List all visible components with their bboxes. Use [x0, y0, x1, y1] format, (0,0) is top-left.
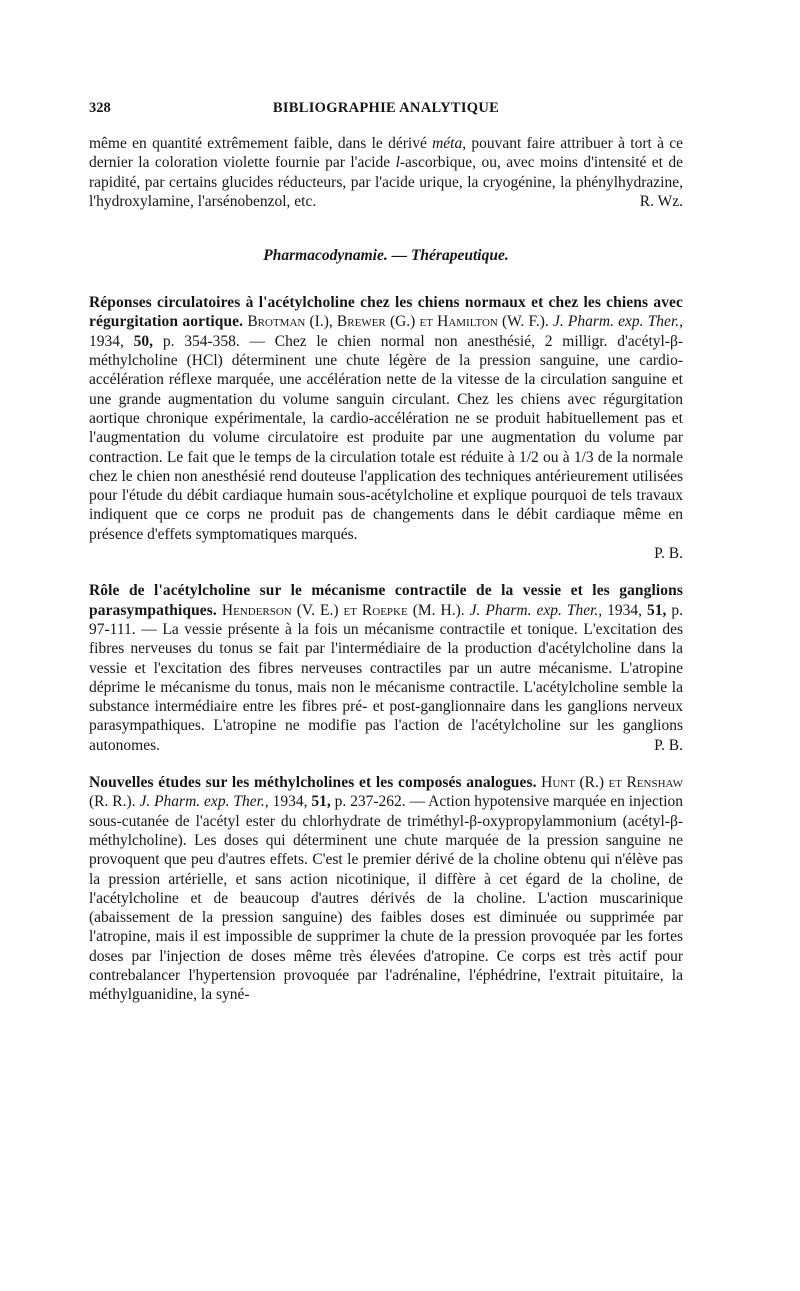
signature: R. Wz. — [639, 192, 683, 210]
entry-authors: Henderson (V. E.) et Roepke (M. H.). — [221, 601, 465, 619]
continuation-paragraph — [89, 134, 683, 211]
entry-authors: Hunt (R.) et Renshaw (R. R.). — [89, 774, 683, 811]
entry — [89, 581, 683, 755]
page-header — [89, 100, 683, 122]
entry-year: 1934, — [89, 332, 124, 350]
entry-body: — La vessie présente à la fois un mécanisme contractile et tonique. L'excitation des fibres nerveuses du tonus se fait par l'intermédiaire de la production d'acétylcholine dans la vessie et l'excitation des fibres nerveuses contractiles par un autre mécanisme. L'atropine déprime le mécanisme du tonus, mais non le mécanisme contractile. L'acétylcholine semble la substance intermédiaire entre les fibres pré- et post-ganglionnaire dans les ganglions nerveux parasympathiques. L'atropine ne modifie pas l'action de l'acétylcholine sur les ganglions autonomes. — [89, 620, 683, 754]
entry-journal: J. Pharm. exp. Ther., — [552, 313, 684, 331]
entry-title: Nouvelles études sur les méthylcholines et les composés analogues. — [89, 774, 537, 792]
entry-volume: 51, — [647, 601, 667, 619]
running-title: BIBLIOGRAPHIE ANALYTIQUE — [272, 100, 500, 116]
page-number: 328 — [89, 100, 111, 116]
signature: P. B. — [654, 545, 683, 563]
entry-body: — Chez le chien normal non anesthésié, 2 milligr. d'acétyl-β-méthylcholine (HCl) déterminent une chute légère de la pression sanguine, une cardio-accélération réflexe marquée, une accélération nette de la vitesse de la circulation sanguine et une grande augmentation du volume sanguin circulant. Chez les chiens avec régurgitation aortique chronique expérimentale, la cardio-accélération ne se produit habituellement pas et l'augmentation du volume circulatoire est produite par une augmentation du volume par contraction. Le fait que le temps de la circulation totale est réduite à 1/2 ou à 1/3 de la normale chez le chien non anesthésié rend douteuse l'application des techniques antérieurement utilisées pour l'étude du débit cardiaque humain sous-acétylcholine et explique pourquoi de tels travaux indiquent que ce corps ne produit pas de changements dans le débit cardiaque même en présence d'effets symptomatiques marqués. — [89, 332, 684, 543]
entry-text — [89, 773, 683, 1005]
entry-title: Rôle de l'acétylcholine sur le mécanisme contractile de la vessie et les ganglions parasympathiques. — [89, 582, 683, 619]
section-heading: Pharmacodynamie. — Thérapeutique. — [263, 247, 509, 265]
entry-pages: p. 97-111. — [89, 601, 684, 638]
entry-title: Réponses circulatoires à l'acétylcholine chez les chiens normaux et chez les chiens avec régurgitation aortique. — [89, 294, 683, 331]
entry-volume: 50, — [133, 332, 154, 350]
entry-journal: J. Pharm. exp. Ther., — [139, 793, 269, 811]
signature: P. B. — [654, 736, 683, 754]
continuation-text: même en quantité extrêmement faible, dans le dérivé méta, pouvant faire attribuer à tort à ce dernier la coloration violette fournie par l'acide l-ascorbique, ou, avec moins d'intensité et de rapidité, par certains glucides réducteurs, par l'acide urique, la cryogénine, la phénylhydrazine, l'hydroxylamine, l'arsénobenzol, etc. R. Wz. — [89, 135, 683, 210]
entry-year: 1934, — [607, 601, 643, 619]
entry-text — [89, 293, 683, 544]
entry-pages: p. 237-262. — [334, 793, 406, 811]
entry-journal: J. Pharm. exp. Ther., — [469, 601, 603, 619]
entry — [89, 773, 683, 1005]
entry-year: 1934, — [272, 793, 308, 811]
entry-volume: 51, — [311, 793, 331, 811]
entry-pages: p. 354-358. — [162, 332, 240, 350]
entry-body: — Action hypotensive marquée en injection sous-cutanée de l'acétyl ester du chlorhydrate de triméthyl-β-oxypropylammonium (acétyl-β-méthylcholine). Les doses qui déterminent une chute marquée de la pression sanguine ne provoquent que peu d'autres effets. C'est le premier dérivé de la choline obtenu qui n'élève pas la pression artérielle, et sans action nicotinique, il diffère à cet égard de la choline, de l'acétylcholine et de beaucoup d'autres dérivés de la choline. L'action muscarinique (abaissement de la pression sanguine) des faibles doses est diminuée ou supprimée par l'atropine, mais il est impossible de supprimer la chute de la pression provoquée par les fortes doses par l'injection de doses même très élevées d'atropine. Ce corps est très actif pour contrebalancer l'hypertension provoquée par l'adrénaline, l'éphédrine, l'extrait pituitaire, la méthylguanidine, la syné- — [89, 793, 684, 1004]
entry — [89, 293, 683, 563]
entry-authors: Brotman (I.), Brewer (G.) et Hamilton (W. F.). — [247, 313, 549, 331]
page — [89, 100, 683, 1023]
entry-text — [89, 581, 683, 755]
